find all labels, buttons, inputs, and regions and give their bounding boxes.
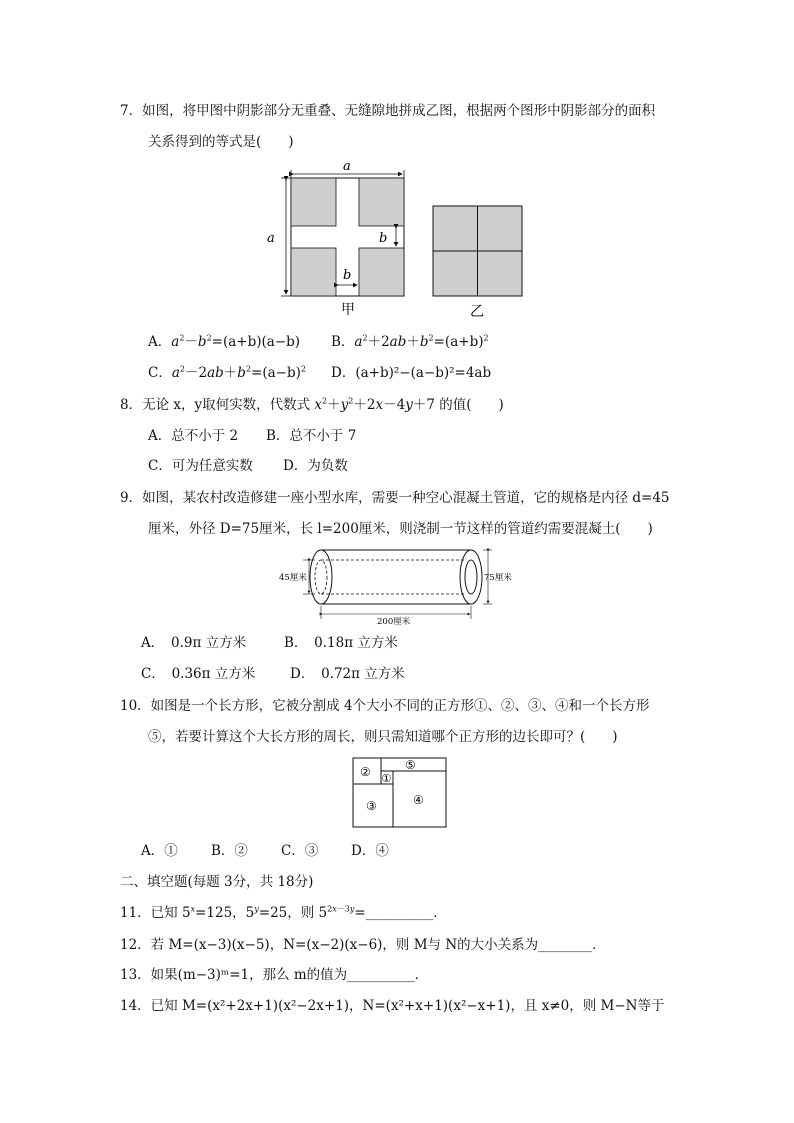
q10-stem-line1: 10．如图是一个长方形，它被分割成 4个大小不同的正方形①、②、③、④和一个长方形 <box>120 698 650 714</box>
label-square-3: ③ <box>366 799 377 813</box>
q10-option-b[interactable]: B．② <box>211 843 248 859</box>
q9-stem-line1: 9．如图，某农村改造修建一座小型水库，需要一种空心混凝土管道，它的规格是内径 d=45 <box>120 490 670 506</box>
q8-stem: 8．无论 x，y取何实数，代数式 $x^2+y^2+2x-4y+7$ 的值( ) <box>120 396 504 413</box>
q10-rectangle-figure <box>352 757 448 829</box>
q10-stem-line2: ⑤，若要计算这个大长方形的周长，则只需知道哪个正方形的边长即可？( ) <box>148 729 618 745</box>
jia-shaded-tr <box>359 178 404 226</box>
q9-option-b[interactable]: B． 0.18π 立方米 <box>284 635 398 651</box>
q7-option-b[interactable]: B．$a^2+2ab+b^2=(a+b)^2$ <box>331 333 489 350</box>
jia-shaded-br <box>359 248 404 296</box>
label-inner-diameter: 45厘米 <box>279 573 307 583</box>
label-b-right: b <box>379 231 388 246</box>
q10-option-c[interactable]: C．③ <box>281 843 319 859</box>
label-rect-5: ⑤ <box>405 758 416 772</box>
jia-shaded-tl <box>291 178 336 226</box>
q14-stem: 14．已知 M=(x²+2x+1)(x²−2x+1)，N=(x²+x+1)(x²−x+1)，且 x≠0，则 M−N等于 <box>120 998 665 1014</box>
q8-option-d[interactable]: D．为负数 <box>283 458 348 474</box>
pipe-left-end-outer <box>310 550 332 604</box>
q10-option-a[interactable]: A．① <box>141 843 178 859</box>
label-a-left: a <box>267 231 275 246</box>
label-jia: 甲 <box>341 302 355 318</box>
q8-option-b[interactable]: B．总不小于 7 <box>266 428 357 444</box>
q7-option-c[interactable]: C．$a^2-2ab+b^2=(a-b)^2$ <box>148 364 306 381</box>
label-square-2: ② <box>360 765 371 779</box>
q9-option-a[interactable]: A． 0.9π 立方米 <box>141 635 247 651</box>
q13-stem: 13．如果(m−3)ᵐ=1，那么 m的值为__________． <box>120 967 429 983</box>
q7-stem-line2: 关系得到的等式是( ) <box>148 134 294 150</box>
q8-option-a[interactable]: A．总不小于 2 <box>148 428 239 444</box>
pipe-right-end-inner <box>465 560 477 594</box>
q7-stem-line1: 7．如图，将甲图中阴影部分无重叠、无缝隙地拼成乙图，根据两个图形中阴影部分的面积 <box>120 103 656 119</box>
q11-stem: 11．已知 $5^x=125$，$5^y=25$，则 $5^{2x-3y}=\_\_\_\_\_\_\_\_\_\_$． <box>120 904 447 921</box>
q7-figure <box>262 158 532 323</box>
q9-option-d[interactable]: D． 0.72π 立方米 <box>290 666 405 682</box>
label-outer-diameter: 75厘米 <box>484 573 512 583</box>
q9-stem-line2: 厘米，外径 D=75厘米，长 l=200厘米，则浇制一节这样的管道约需要混凝土( ) <box>148 521 653 537</box>
jia-shaded-bl <box>291 248 336 296</box>
section-heading: 二、填空题(每题 3分，共 18分) <box>120 874 314 890</box>
label-pipe-length: 200厘米 <box>377 617 411 626</box>
q12-stem: 12．若 M=(x−3)(x−5)，N=(x−2)(x−6)，则 M与 N的大小关系为________． <box>120 937 606 953</box>
q9-option-c[interactable]: C． 0.36π 立方米 <box>141 666 256 682</box>
q7-option-d[interactable]: D．(a+b)²−(a−b)²=4ab <box>331 365 492 381</box>
label-a-top: a <box>343 159 351 174</box>
label-yi: 乙 <box>470 304 484 320</box>
q8-option-c[interactable]: C．可为任意实数 <box>148 458 253 474</box>
pipe-left-end-inner <box>315 560 327 594</box>
q7-option-a[interactable]: A．$a^2-b^2=(a+b)(a-b)$ <box>148 333 301 350</box>
label-square-1: ① <box>381 772 392 785</box>
label-b-bottom: b <box>343 268 352 283</box>
q10-option-d[interactable]: D．④ <box>351 843 389 859</box>
q9-pipe-figure <box>278 544 518 626</box>
label-square-4: ④ <box>413 793 424 807</box>
